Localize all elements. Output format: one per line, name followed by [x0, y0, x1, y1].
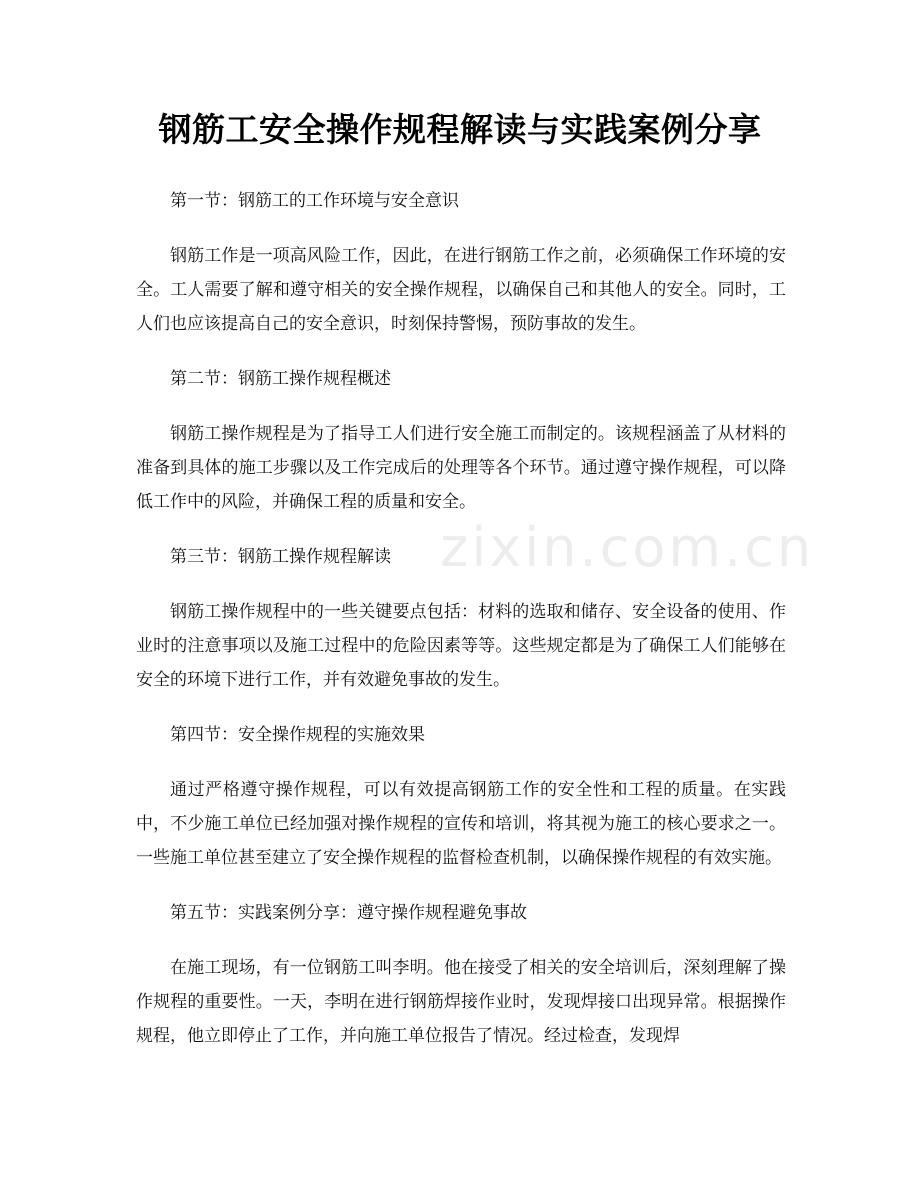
- section-paragraph-5: 在施工现场，有一位钢筋工叫李明。他在接受了相关的安全培训后，深刻理解了操作规程的重要性。一天，李明在进行钢筋焊接作业时，发现焊接口出现异常。根据操作规程，他立即停止了工作，并向施工单位报告了情况。经过检查，发现焊: [136, 958, 786, 1046]
- section-heading-4: 第四节：安全操作规程的实施效果: [170, 725, 425, 745]
- section-heading-2: 第二节：钢筋工操作规程概述: [170, 369, 391, 389]
- document-body: [136, 185, 786, 1075]
- section-heading-3: 第三节：钢筋工操作规程解读: [170, 547, 391, 567]
- section-paragraph-1: 钢筋工作是一项高风险工作，因此，在进行钢筋工作之前，必须确保工作环境的安全。工人需要了解和遵守相关的安全操作规程，以确保自己和其他人的安全。同时，工人们也应该提高自己的安全意识，时刻保持警惕，预防事故的发生。: [136, 246, 786, 334]
- section-paragraph-2: 钢筋工操作规程是为了指导工人们进行安全施工而制定的。该规程涵盖了从材料的准备到具体的施工步骤以及工作完成后的处理等各个环节。通过遵守操作规程，可以降低工作中的风险，并确保工程的质量和安全。: [136, 424, 786, 512]
- document-title: 钢筋工安全操作规程解读与实践案例分享: [158, 110, 762, 149]
- watermark: zixin.com.cn: [440, 516, 815, 579]
- section-paragraph-4: 通过严格遵守操作规程，可以有效提高钢筋工作的安全性和工程的质量。在实践中，不少施工单位已经加强对操作规程的宣传和培训，将其视为施工的核心要求之一。一些施工单位甚至建立了安全操作规程的监督检查机制，以确保操作规程的有效实施。: [136, 780, 786, 868]
- section-heading-1: 第一节：钢筋工的工作环境与安全意识: [170, 191, 459, 211]
- section-heading-5: 第五节：实践案例分享：遵守操作规程避免事故: [170, 903, 527, 923]
- section-paragraph-3: 钢筋工操作规程中的一些关键要点包括：材料的选取和储存、安全设备的使用、作业时的注意事项以及施工过程中的危险因素等等。这些规定都是为了确保工人们能够在安全的环境下进行工作，并有效避免事故的发生。: [136, 602, 786, 690]
